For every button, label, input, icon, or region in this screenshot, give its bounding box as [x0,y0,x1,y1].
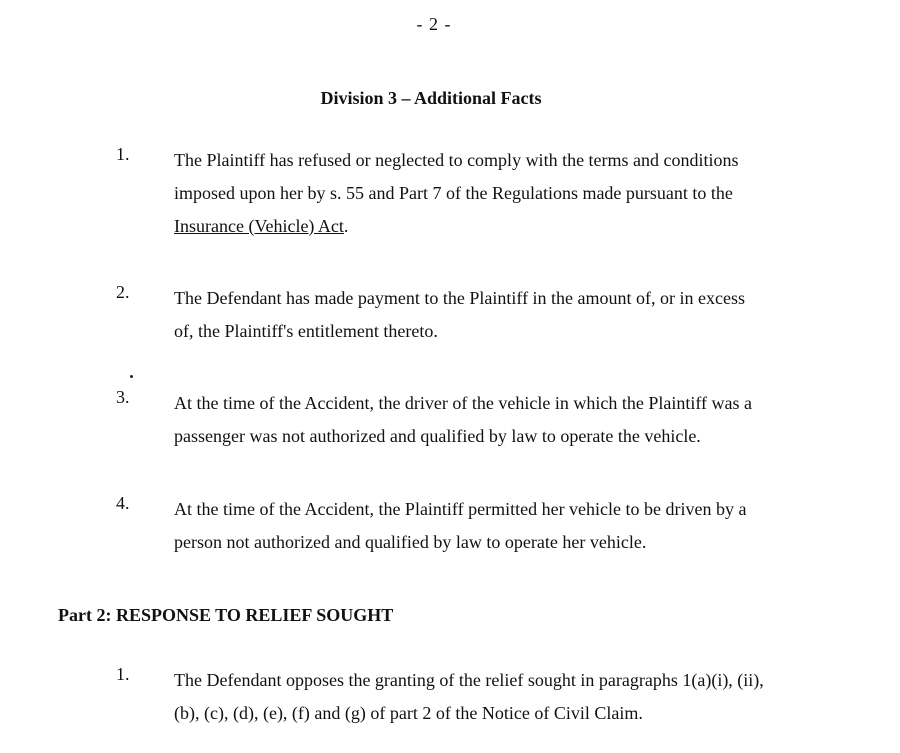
paragraph-line: At the time of the Accident, the Plaintiff permitted her vehicle to be driven by a [174,499,747,519]
paragraph-text [174,493,814,559]
paragraph-line: The Plaintiff has refused or neglected to comply with the terms and conditions [174,150,739,170]
paragraph-line: The Defendant has made payment to the Plaintiff in the amount of, or in excess [174,288,746,308]
paragraph-text [174,282,814,348]
paragraph-number: 1. [116,144,130,164]
paragraph-line: The Defendant opposes the granting of the relief sought in paragraphs 1(a)(i), (ii), [174,670,764,690]
paragraph-text [174,664,814,730]
paragraph-line: passenger was not authorized and qualified by law to operate the vehicle. [174,426,701,446]
paragraph-number: 1. [116,664,130,684]
paragraph-number: 2. [116,282,130,302]
paragraph-line: person not authorized and qualified by law to operate her vehicle. [174,532,647,552]
paragraph-line [174,210,814,243]
paragraph-line: (b), (c), (d), (e), (f) and (g) of part 2 of the Notice of Civil Claim. [174,703,643,723]
paragraph-line: imposed upon her by s. 55 and Part 7 of the Regulations made pursuant to the [174,183,733,203]
statute-punctuation: . [343,216,349,236]
paragraph-number: 3. [116,387,130,407]
paragraph-text [174,387,814,453]
paragraph-text [174,144,814,243]
statute-title: Insurance (Vehicle) Act [174,216,344,236]
paragraph-line: At the time of the Accident, the driver of the vehicle in which the Plaintiff was a [174,393,752,413]
part-heading: Part 2: RESPONSE TO RELIEF SOUGHT [58,605,394,625]
scan-speck [130,375,133,378]
paragraph-line: of, the Plaintiff's entitlement thereto. [174,321,438,341]
page-number: - 2 - [416,14,452,34]
paragraph-number: 4. [116,493,130,513]
division-heading: Division 3 – Additional Facts [320,88,542,108]
